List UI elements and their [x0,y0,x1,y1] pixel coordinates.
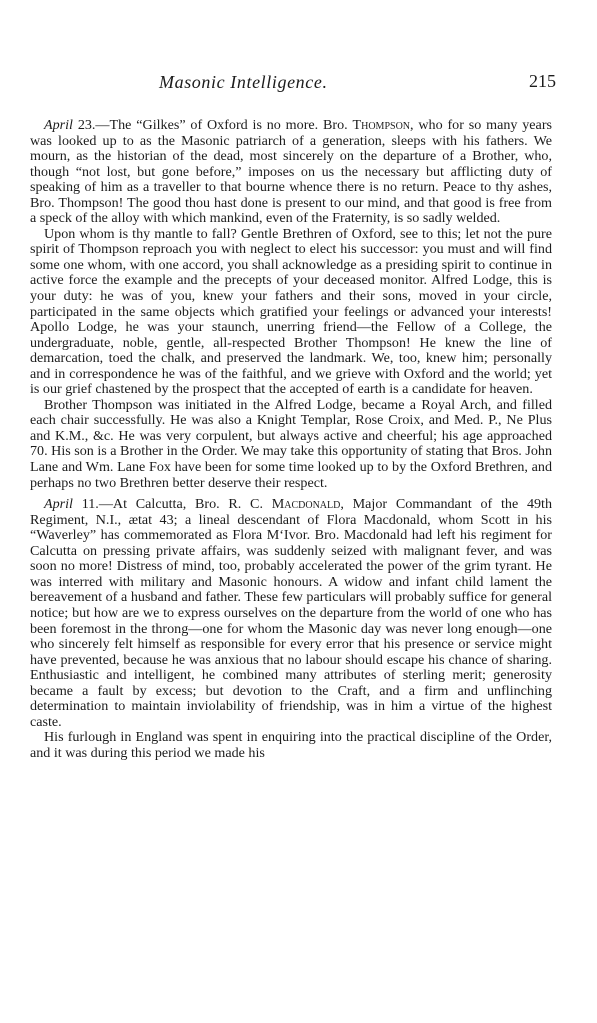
person-name: Macdonald, [271,496,344,513]
paragraph-thompson-career: Brother Thompson was initiated in the Alfred Lodge, became a Royal Arch, and filled each chair successfully. He was also a Knight Templar, Rose Croix, and Med. P., Ne Plus and K.M., &c. He was very corpulent, but always active and cheerful; his age approached 70. His son is a Brother in the Order. We may take this opportunity of stating that Bros. John Lane and Wm. Lane Fox have been for some time looked up to by the Oxford Brethren, and perhaps no two Brethren better deserve their respect. [30,396,552,491]
date-label: April [44,496,73,513]
running-title: Masonic Intelligence. [159,72,328,92]
paragraph-text: 23.—The “Gilkes” of Oxford is no more. Bro. [72,117,353,133]
paragraph-successor: Upon whom is thy mantle to fall? Gentle Brethren of Oxford, see to this; let not the pure spirit of Thompson reproach you with neglect to elect his successor: you must and will find some one whom, with one accord, you shall acknowledge as a presiding spirit to continue in active force the example and the precepts of your deceased monitor. Alfred Lodge, this is your duty: he was of you, knew your fathers and their sons, moved in your circle, participated in the same objects which gratified your feelings or advanced your interests! Apollo Lodge, he was your staunch, unerring friend—the Fellow of a College, the undergraduate, noble, gentle, all-respected Brother Thompson! He knew the line of demarcation, toed the chalk, and preserved the landmark. We, too, knew him; personally and in correspondence he was of the faithful, and we grieve with Oxford and the world; yet is our grief chastened by the prospect that the accepted of earth is a candidate for heaven. [30,225,552,398]
book-page [30,71,556,761]
date-label: April [44,117,73,133]
paragraph-text: Major Commandant of the 49th Regiment, N.I., ætat 43; a lineal descendant of Flora Macdonald, whom Scott in his “Waverley” has commemorated as Flora M‘Ivor. Bro. Macdonald had left his regiment for Calcutta on pressing private affairs, was suddenly seized with malignant fever, and was soon no more! Distress of mind, too, probably accelerated the power of the grim tyrant. He was interred with military and Masonic honours. A widow and infant child lament the bereavement of a husband and father. These few particulars will probably suffice for general notice; but how are we to express ourselves on the departure from the world of one who has been foremost in the throng—one for whom the Masonic day was never long enough—one who sincerely felt himself as responsible for every error that his presence or service might have prevented, because he was anxious that no labour should escape his chance of sharing. Enthusiastic and intelligent, he combined many attributes of sterling merit; generosity became a fault by excess; but devotion to the Craft, and a firm and unflinching determination to maintain inviolability of friendship, was in him a virtue of the highest caste. [30,496,552,730]
running-head [30,71,556,102]
paragraph-macdonald-obituary [30,497,552,730]
article-text [30,118,552,761]
paragraph-text: who for so many years was looked up to as the Masonic patriarch of a generation, sleeps with his fathers. We mourn, as the historian of the dead, most sincerely on the departure of a Brother, who, though “not lost, but gone before,” imposes on us the necessary but afflicting duty of speaking of him as a traveller to that bourne whence there is no return. Peace to thy ashes, Bro. Thompson! The good thou hast done is present to our mind, and that good is free from a speck of the alloy with which mankind, even of the Fraternity, is so sadly welded. [30,117,552,227]
paragraph-furlough: His furlough in England was spent in enquiring into the practical discipline of the Order, and it was during this period we made his [30,729,552,761]
paragraph-gilkes-obituary [30,118,552,227]
paragraph-text: 11.—At Calcutta, Bro. R. C. [72,496,272,513]
person-name: Thompson, [352,117,414,133]
page-number: 215 [529,71,556,91]
